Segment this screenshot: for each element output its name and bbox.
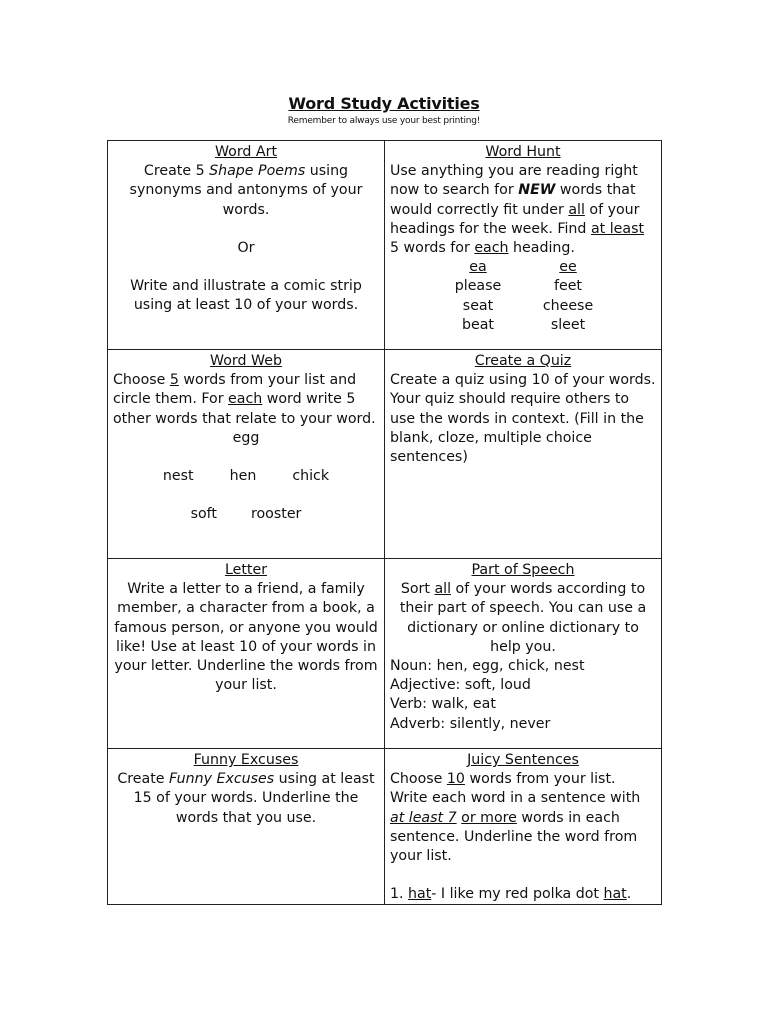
table-row [108, 559, 662, 749]
page-title: Word Study Activities [288, 94, 480, 113]
word-hunt-row: ea ee [469, 259, 577, 276]
word-art-text-1: Create 5 Shape Poems using synonyms and antonyms of your words. [129, 163, 363, 218]
word-hunt-row: please feet [454, 278, 582, 295]
part-of-speech-heading: Part of Speech [471, 562, 575, 578]
word-web-row: nest hen chick [162, 468, 330, 485]
part-of-speech-verb: Verb: walk, eat [390, 696, 496, 713]
funny-excuses-cell [108, 749, 385, 905]
page-subtitle: Remember to always use your best printing! [287, 116, 481, 126]
word-web-row: soft rooster [190, 506, 302, 523]
create-quiz-heading: Create a Quiz [474, 353, 572, 369]
funny-excuses-heading: Funny Excuses [193, 752, 299, 768]
table-row [108, 141, 662, 350]
word-web-text: Choose 5 words from your list and circle them. For each word write 5 other words that relate to your word. [113, 372, 376, 427]
word-web-cell [108, 350, 385, 559]
part-of-speech-noun: Noun: hen, egg, chick, nest [390, 658, 585, 675]
juicy-sentences-text: Choose 10 words from your list. Write each word in a sentence with at least 7 or more words in each sentence. Underline the word from your list. [390, 771, 641, 865]
part-of-speech-text: Sort all of your words according to their part of speech. You can use a dictionary or online dictionary to help you. [399, 581, 647, 655]
table-row [108, 749, 662, 905]
juicy-sentences-heading: Juicy Sentences [467, 752, 579, 768]
letter-cell [108, 559, 385, 749]
funny-excuses-text: Create Funny Excuses using at least 15 of your words. Underline the words that you use. [117, 771, 375, 826]
word-hunt-row: seat cheese [462, 297, 594, 314]
word-hunt-text: Use anything you are reading right now to search for NEW words that would correctly fit under all of your headings for the week. Find at least 5 words for each heading. [390, 163, 645, 257]
letter-heading: Letter [224, 562, 268, 578]
word-web-heading: Word Web [210, 353, 282, 369]
create-quiz-text: Create a quiz using 10 of your words. Your quiz should require others to use the words in context. (Fill in the blank, cloze, multiple choice sentences) [390, 372, 656, 466]
part-of-speech-adverb: Adverb: silently, never [390, 715, 551, 732]
word-web-center: egg [232, 429, 260, 446]
word-art-heading: Word Art [214, 144, 278, 160]
word-hunt-row: beat sleet [462, 316, 586, 333]
table-row [108, 350, 662, 559]
part-of-speech-cell [385, 559, 662, 749]
word-art-or: Or [237, 239, 255, 256]
part-of-speech-adjective: Adjective: soft, loud [390, 677, 531, 694]
word-hunt-heading: Word Hunt [485, 144, 561, 160]
juicy-sentences-cell [385, 749, 662, 905]
word-art-text-2: Write and illustrate a comic strip using at least 10 of your words. [130, 278, 362, 314]
activities-table [107, 140, 662, 905]
word-art-cell [108, 141, 385, 350]
juicy-sentences-example: 1. hat- I like my red polka dot hat. [390, 886, 632, 903]
letter-text: Write a letter to a friend, a family member, a character from a book, a famous person, or anyone you would like! Use at least 10 of your words in your letter. Underline the words from your list. [114, 581, 378, 694]
create-quiz-cell [385, 350, 662, 559]
word-hunt-cell [385, 141, 662, 350]
